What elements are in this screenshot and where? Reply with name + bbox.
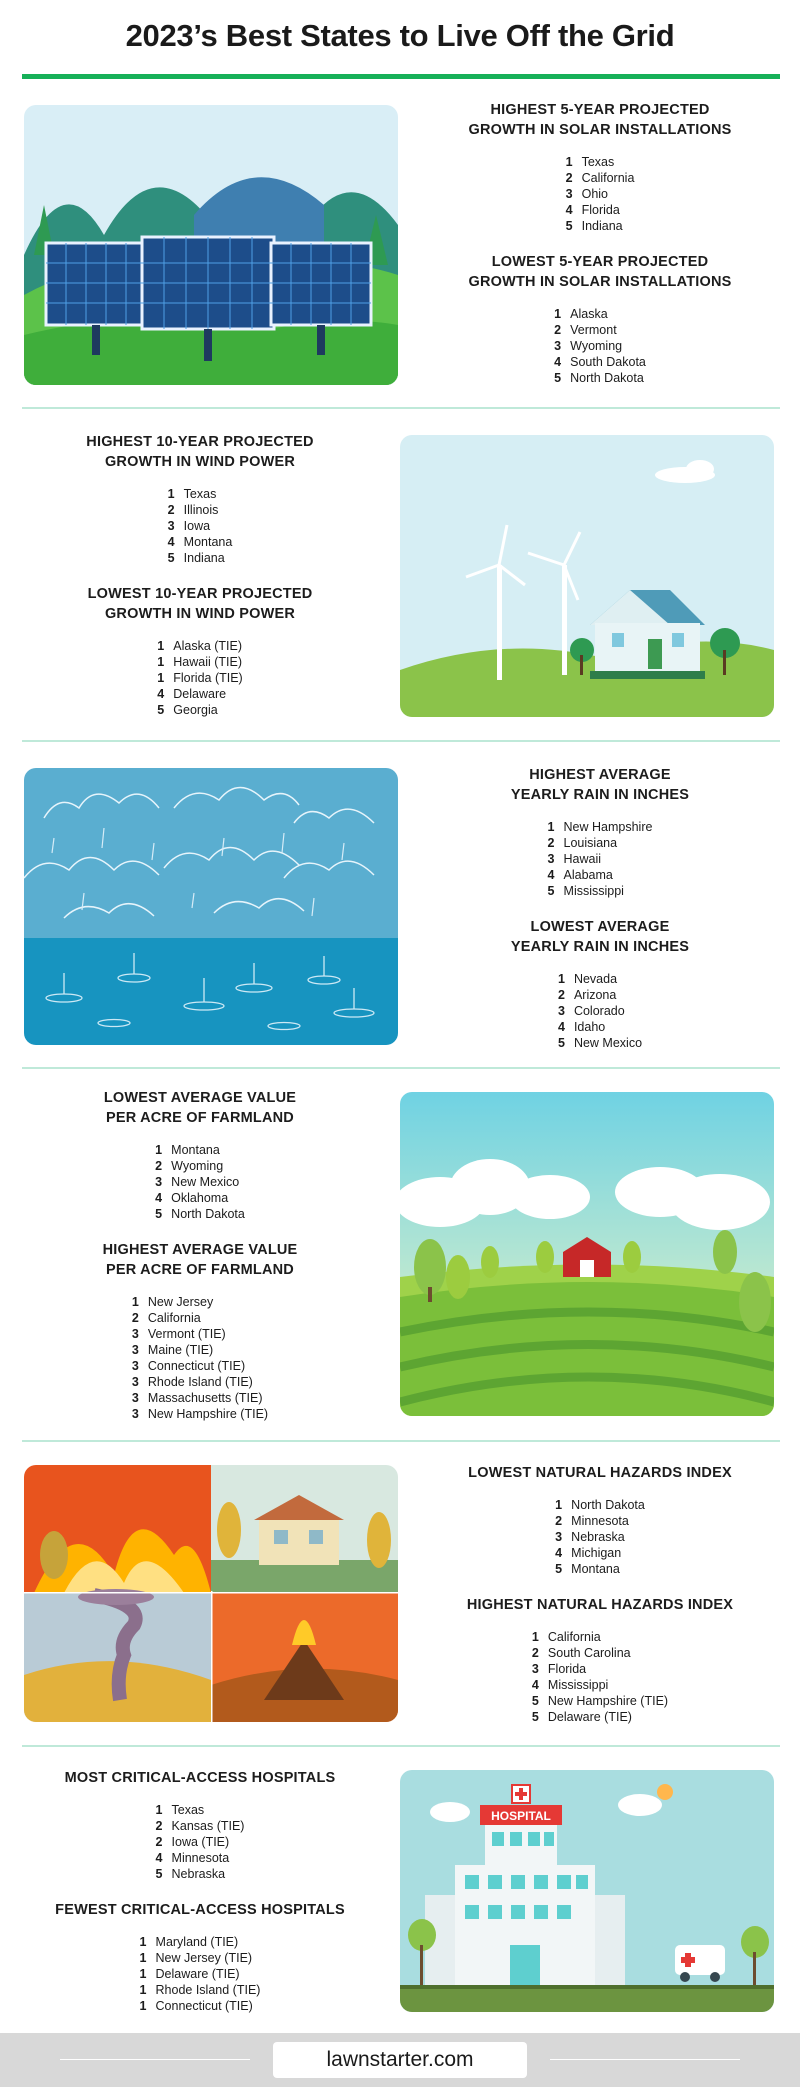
state-name: Montana xyxy=(571,1562,620,1576)
rank: 3 xyxy=(155,1175,163,1189)
farmland-lowest-heading xyxy=(0,1088,400,1128)
rank: 4 xyxy=(157,687,165,701)
rank: 3 xyxy=(554,339,562,353)
state-name: Florida (TIE) xyxy=(173,671,243,685)
page-title: 2023’s Best States to Live Off the Grid xyxy=(125,18,675,53)
hospitals-fewest-list xyxy=(140,1934,261,2014)
rain-highest-list xyxy=(548,819,653,899)
solar-highest-list xyxy=(566,154,635,234)
state-name: Alabama xyxy=(563,868,613,882)
farmland-lowest-block xyxy=(0,1088,400,1223)
wind-lists xyxy=(0,432,400,719)
state-name: Texas xyxy=(581,155,615,169)
hazards-highest-block xyxy=(400,1595,800,1726)
list-item xyxy=(155,1158,245,1174)
wind-highest-heading xyxy=(0,432,400,472)
list-item xyxy=(157,670,242,686)
rank: 2 xyxy=(555,1514,563,1528)
rank: 2 xyxy=(167,503,175,517)
list-item xyxy=(532,1645,668,1661)
hospitals-fewest-heading xyxy=(0,1900,400,1920)
rank: 1 xyxy=(167,487,175,501)
rain-highest-heading xyxy=(400,765,800,805)
heading-line: PER ACRE OF FARMLAND xyxy=(106,1262,294,1278)
rank: 1 xyxy=(157,671,165,685)
rank: 1 xyxy=(155,1803,163,1817)
heading-line: HIGHEST NATURAL HAZARDS INDEX xyxy=(466,1597,734,1613)
list-item xyxy=(532,1709,668,1725)
list-item xyxy=(156,1866,245,1882)
state-name: Rhode Island (TIE) xyxy=(155,1983,261,1997)
list-item xyxy=(132,1390,268,1406)
heading-line: FEWEST CRITICAL-ACCESS HOSPITALS xyxy=(55,1902,345,1918)
list-item xyxy=(132,1294,268,1310)
heading-line: YEARLY RAIN IN INCHES xyxy=(510,939,690,955)
state-name: Vermont xyxy=(570,323,617,337)
state-name: South Dakota xyxy=(570,355,646,369)
rain-lowest-heading xyxy=(400,917,800,957)
list-item xyxy=(548,819,653,835)
list-item xyxy=(140,1950,261,1966)
state-name: Montana xyxy=(171,1143,220,1157)
rank: 4 xyxy=(557,1020,565,1034)
farmland-highest-list xyxy=(132,1294,268,1422)
solar-lowest-heading xyxy=(400,252,800,292)
state-name: Mississippi xyxy=(547,1678,609,1692)
state-name: Texas xyxy=(183,487,217,501)
wind-highest-block xyxy=(0,432,400,567)
list-item xyxy=(532,1693,668,1709)
state-name: Vermont (TIE) xyxy=(147,1327,226,1341)
list-item xyxy=(168,502,233,518)
hospital-sign-text: HOSPITAL xyxy=(491,1809,551,1823)
list-item xyxy=(157,686,242,702)
rank: 1 xyxy=(139,1935,147,1949)
rank: 5 xyxy=(167,551,175,565)
list-item xyxy=(554,338,646,354)
state-name: California xyxy=(147,1311,201,1325)
rank: 2 xyxy=(531,1646,539,1660)
list-item xyxy=(156,1802,245,1818)
rank: 5 xyxy=(531,1694,539,1708)
list-item xyxy=(558,1035,642,1051)
section-divider xyxy=(22,740,780,742)
state-name: Michigan xyxy=(571,1546,622,1560)
list-item xyxy=(554,370,646,386)
hospitals-most-list xyxy=(156,1802,245,1882)
wind-turbines-illustration xyxy=(400,435,774,717)
state-name: Iowa xyxy=(183,519,211,533)
brand-link[interactable]: lawnstarter.com xyxy=(273,2042,527,2078)
list-item xyxy=(558,1019,642,1035)
state-name: South Carolina xyxy=(547,1646,631,1660)
list-item xyxy=(554,306,646,322)
wind-highest-list xyxy=(168,486,233,566)
heading-line: GROWTH IN SOLAR INSTALLATIONS xyxy=(468,274,732,290)
footer-line xyxy=(550,2059,740,2060)
state-name: Delaware (TIE) xyxy=(547,1710,632,1724)
rank: 1 xyxy=(139,1983,147,1997)
state-name: Illinois xyxy=(183,503,219,517)
list-item xyxy=(132,1342,268,1358)
title-rule xyxy=(22,74,780,79)
list-item xyxy=(548,867,653,883)
rank: 1 xyxy=(557,972,565,986)
heading-line: LOWEST NATURAL HAZARDS INDEX xyxy=(468,1465,732,1481)
list-item xyxy=(140,1934,261,1950)
list-item xyxy=(548,851,653,867)
solar-lists xyxy=(400,100,800,387)
rank: 5 xyxy=(557,1036,565,1050)
rank: 2 xyxy=(557,988,565,1002)
heading-line: GROWTH IN WIND POWER xyxy=(104,454,296,470)
state-name: California xyxy=(581,171,635,185)
rank: 1 xyxy=(531,1630,539,1644)
rank: 2 xyxy=(547,836,555,850)
rank: 4 xyxy=(565,203,573,217)
state-name: Oklahoma xyxy=(171,1191,229,1205)
solar-highest-heading xyxy=(400,100,800,140)
farmland-highest-block xyxy=(0,1240,400,1423)
heading-line: GROWTH IN WIND POWER xyxy=(104,606,296,622)
state-name: Rhode Island (TIE) xyxy=(147,1375,253,1389)
state-name: Nevada xyxy=(573,972,618,986)
list-item xyxy=(532,1661,668,1677)
rank: 4 xyxy=(554,355,562,369)
rank: 5 xyxy=(565,219,573,233)
list-item xyxy=(555,1545,645,1561)
rank: 1 xyxy=(565,155,573,169)
rank: 5 xyxy=(531,1710,539,1724)
rain-lowest-block xyxy=(400,917,800,1052)
rank: 1 xyxy=(139,1967,147,1981)
state-name: Massachusetts (TIE) xyxy=(147,1391,263,1405)
rank: 2 xyxy=(155,1835,163,1849)
state-name: Nebraska xyxy=(171,1867,226,1881)
section-divider xyxy=(22,407,780,409)
rank: 4 xyxy=(547,868,555,882)
state-name: North Dakota xyxy=(571,1498,645,1512)
state-name: Montana xyxy=(183,535,233,549)
farmland-illustration xyxy=(400,1092,774,1416)
list-item xyxy=(157,638,242,654)
list-item xyxy=(558,987,642,1003)
heading-line: HIGHEST 5-YEAR PROJECTED xyxy=(490,102,710,118)
list-item xyxy=(155,1190,245,1206)
state-name: Indiana xyxy=(183,551,225,565)
rank: 3 xyxy=(131,1327,139,1341)
state-name: Iowa (TIE) xyxy=(171,1835,230,1849)
list-item xyxy=(554,322,646,338)
heading-line: HIGHEST AVERAGE xyxy=(529,767,671,783)
rank: 1 xyxy=(155,1143,163,1157)
rank: 5 xyxy=(155,1207,163,1221)
rank: 3 xyxy=(557,1004,565,1018)
rank: 3 xyxy=(131,1391,139,1405)
farmland-highest-heading xyxy=(0,1240,400,1280)
hazards-lists xyxy=(400,1463,800,1726)
rank: 1 xyxy=(139,1999,147,2013)
list-item xyxy=(532,1677,668,1693)
list-item xyxy=(554,354,646,370)
section-divider xyxy=(22,1745,780,1747)
solar-lowest-block xyxy=(400,252,800,387)
state-name: New Jersey (TIE) xyxy=(155,1951,253,1965)
list-item xyxy=(566,218,635,234)
state-name: Indiana xyxy=(581,219,623,233)
hospitals-lists xyxy=(0,1768,400,2015)
state-name: Minnesota xyxy=(171,1851,230,1865)
rank: 5 xyxy=(555,1562,563,1576)
state-name: Louisiana xyxy=(563,836,618,850)
state-name: Arizona xyxy=(573,988,617,1002)
rank: 3 xyxy=(167,519,175,533)
hospitals-most-block xyxy=(0,1768,400,1883)
rank: 5 xyxy=(155,1867,163,1881)
list-item xyxy=(168,518,233,534)
state-name: Nebraska xyxy=(571,1530,625,1544)
state-name: Minnesota xyxy=(571,1514,629,1528)
state-name: North Dakota xyxy=(171,1207,245,1221)
rank: 1 xyxy=(555,1498,563,1512)
state-name: New Jersey xyxy=(147,1295,214,1309)
list-item xyxy=(555,1513,645,1529)
state-name: Connecticut (TIE) xyxy=(147,1359,246,1373)
list-item xyxy=(156,1850,245,1866)
list-item xyxy=(132,1406,268,1422)
footer xyxy=(0,2033,800,2087)
state-name: Maryland (TIE) xyxy=(155,1935,239,1949)
rank: 4 xyxy=(155,1191,163,1205)
rank: 4 xyxy=(167,535,175,549)
rank: 1 xyxy=(157,655,165,669)
heading-line: LOWEST AVERAGE VALUE xyxy=(103,1090,297,1106)
hazards-lowest-block xyxy=(400,1463,800,1578)
heading-line: LOWEST 10-YEAR PROJECTED xyxy=(87,586,313,602)
solar-lowest-list xyxy=(554,306,646,386)
state-name: Colorado xyxy=(573,1004,625,1018)
list-item xyxy=(548,835,653,851)
wind-lowest-heading xyxy=(0,584,400,624)
rank: 3 xyxy=(131,1343,139,1357)
heading-line: LOWEST AVERAGE xyxy=(530,919,670,935)
list-item xyxy=(566,154,635,170)
state-name: Florida xyxy=(547,1662,587,1676)
farmland-lists xyxy=(0,1088,400,1423)
rank: 1 xyxy=(157,639,165,653)
state-name: Hawaii (TIE) xyxy=(173,655,243,669)
list-item xyxy=(548,883,653,899)
rank: 3 xyxy=(131,1375,139,1389)
list-item xyxy=(566,170,635,186)
list-item xyxy=(140,1966,261,1982)
wind-lowest-block xyxy=(0,584,400,719)
state-name: Florida xyxy=(581,203,620,217)
rank: 4 xyxy=(555,1546,563,1560)
rank: 5 xyxy=(554,371,562,385)
rain-lowest-list xyxy=(558,971,642,1051)
rank: 4 xyxy=(155,1851,163,1865)
heading-line: YEARLY RAIN IN INCHES xyxy=(510,787,690,803)
hospitals-most-heading xyxy=(0,1768,400,1788)
heading-line: MOST CRITICAL-ACCESS HOSPITALS xyxy=(64,1770,336,1786)
farmland-lowest-list xyxy=(155,1142,245,1222)
list-item xyxy=(140,1998,261,2014)
list-item xyxy=(558,1003,642,1019)
state-name: Texas xyxy=(171,1803,205,1817)
state-name: North Dakota xyxy=(570,371,644,385)
rank: 1 xyxy=(139,1951,147,1965)
hospitals-fewest-block xyxy=(0,1900,400,2015)
state-name: Alaska (TIE) xyxy=(173,639,243,653)
solar-panels-illustration xyxy=(24,105,398,385)
rank: 3 xyxy=(131,1359,139,1373)
list-item xyxy=(566,202,635,218)
state-name: Kansas (TIE) xyxy=(171,1819,245,1833)
state-name: Idaho xyxy=(573,1020,606,1034)
list-item xyxy=(532,1629,668,1645)
state-name: Delaware (TIE) xyxy=(155,1967,240,1981)
state-name: New Mexico xyxy=(171,1175,240,1189)
list-item xyxy=(157,654,242,670)
rank: 5 xyxy=(157,703,165,717)
list-item xyxy=(168,550,233,566)
hospital-illustration xyxy=(400,1770,774,2012)
rank: 3 xyxy=(531,1662,539,1676)
state-name: Connecticut (TIE) xyxy=(155,1999,253,2013)
state-name: New Hampshire (TIE) xyxy=(147,1407,269,1421)
heading-line: HIGHEST AVERAGE VALUE xyxy=(102,1242,298,1258)
state-name: Maine (TIE) xyxy=(147,1343,214,1357)
solar-highest-block xyxy=(400,100,800,235)
section-divider xyxy=(22,1440,780,1442)
rank: 3 xyxy=(565,187,573,201)
state-name: Ohio xyxy=(581,187,608,201)
list-item xyxy=(156,1818,245,1834)
hazards-highest-list xyxy=(532,1629,668,1725)
list-item xyxy=(132,1374,268,1390)
rank: 2 xyxy=(155,1159,163,1173)
rank: 2 xyxy=(565,171,573,185)
rain-highest-block xyxy=(400,765,800,900)
rank: 1 xyxy=(131,1295,139,1309)
state-name: Hawaii xyxy=(563,852,602,866)
rank: 3 xyxy=(131,1407,139,1421)
state-name: New Hampshire xyxy=(563,820,653,834)
rank: 1 xyxy=(547,820,555,834)
list-item xyxy=(156,1834,245,1850)
list-item xyxy=(168,534,233,550)
rank: 1 xyxy=(554,307,562,321)
list-item xyxy=(132,1326,268,1342)
list-item xyxy=(155,1142,245,1158)
list-item xyxy=(168,486,233,502)
state-name: New Hampshire (TIE) xyxy=(547,1694,669,1708)
rank: 3 xyxy=(547,852,555,866)
heading-line: PER ACRE OF FARMLAND xyxy=(106,1110,294,1126)
heading-line: LOWEST 5-YEAR PROJECTED xyxy=(491,254,709,270)
state-name: Alaska xyxy=(570,307,608,321)
hazards-lowest-heading xyxy=(400,1463,800,1483)
list-item xyxy=(155,1206,245,1222)
state-name: Wyoming xyxy=(570,339,623,353)
state-name: Delaware xyxy=(173,687,227,701)
footer-line xyxy=(60,2059,250,2060)
rank: 2 xyxy=(131,1311,139,1325)
hazards-highest-heading xyxy=(400,1595,800,1615)
natural-hazards-illustration xyxy=(24,1465,398,1722)
hazards-lowest-list xyxy=(555,1497,645,1577)
heading-line: GROWTH IN SOLAR INSTALLATIONS xyxy=(468,122,732,138)
section-divider xyxy=(22,1067,780,1069)
list-item xyxy=(566,186,635,202)
state-name: Mississippi xyxy=(563,884,624,898)
state-name: New Mexico xyxy=(573,1036,643,1050)
list-item xyxy=(157,702,242,718)
rank: 4 xyxy=(531,1678,539,1692)
list-item xyxy=(555,1561,645,1577)
state-name: Georgia xyxy=(173,703,218,717)
rank: 3 xyxy=(555,1530,563,1544)
rank: 2 xyxy=(155,1819,163,1833)
rank: 2 xyxy=(554,323,562,337)
list-item xyxy=(555,1529,645,1545)
heading-line: HIGHEST 10-YEAR PROJECTED xyxy=(86,434,314,450)
rank: 5 xyxy=(547,884,555,898)
state-name: California xyxy=(547,1630,601,1644)
list-item xyxy=(140,1982,261,1998)
list-item xyxy=(555,1497,645,1513)
rain-lists xyxy=(400,765,800,1052)
list-item xyxy=(132,1310,268,1326)
list-item xyxy=(558,971,642,987)
list-item xyxy=(132,1358,268,1374)
state-name: Wyoming xyxy=(171,1159,224,1173)
wind-lowest-list xyxy=(157,638,242,718)
list-item xyxy=(155,1174,245,1190)
rain-illustration xyxy=(24,768,398,1045)
